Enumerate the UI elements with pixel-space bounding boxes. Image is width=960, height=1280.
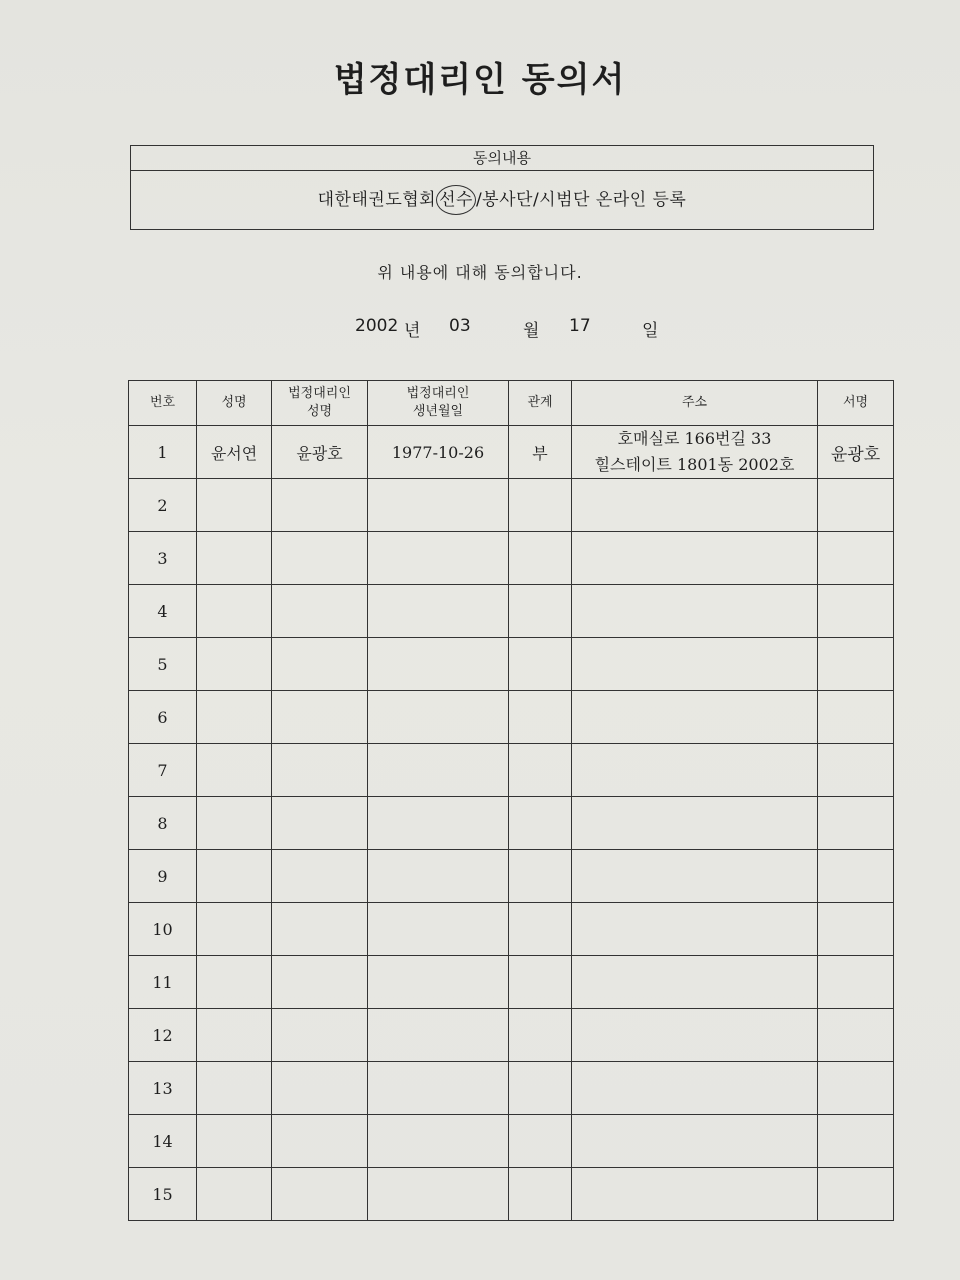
cell-guardian-birth (368, 850, 509, 903)
table-row (129, 797, 894, 850)
table-row (129, 744, 894, 797)
cell-address (572, 850, 818, 903)
cell-guardian-name (272, 903, 368, 956)
cell-address (572, 744, 818, 797)
cell-signature (818, 903, 894, 956)
date-year: 2002 (355, 316, 399, 336)
table-row (129, 426, 894, 479)
cell-relation (509, 903, 572, 956)
cell-address-line1: 호매실로 166번길 33 (617, 429, 772, 448)
cell-name (197, 1168, 272, 1221)
col-header-guardian-name (272, 381, 368, 426)
cell-guardian-birth (368, 903, 509, 956)
table-header-row (129, 381, 894, 426)
cell-signature (818, 1168, 894, 1221)
cell-name (197, 585, 272, 638)
cell-no: 14 (129, 1115, 197, 1168)
consent-header: 동의내용 (131, 146, 873, 171)
cell-no: 10 (129, 903, 197, 956)
cell-address (572, 691, 818, 744)
cell-signature (818, 1009, 894, 1062)
date-day-label: 일 (642, 321, 659, 341)
cell-relation (509, 532, 572, 585)
cell-name (197, 691, 272, 744)
cell-no: 11 (129, 956, 197, 1009)
cell-no: 1 (129, 426, 197, 479)
cell-no: 5 (129, 638, 197, 691)
cell-relation: 부 (509, 426, 572, 479)
cell-address (572, 479, 818, 532)
table-row (129, 638, 894, 691)
col-header-guardian-birth-line2: 생년월일 (412, 404, 464, 419)
cell-address (572, 956, 818, 1009)
cell-name (197, 797, 272, 850)
cell-relation (509, 1009, 572, 1062)
cell-name (197, 532, 272, 585)
cell-guardian-name (272, 479, 368, 532)
table-row (129, 1062, 894, 1115)
col-header-guardian-name-line1: 법정대리인 (288, 386, 351, 401)
cell-guardian-birth (368, 585, 509, 638)
cell-guardian-name (272, 956, 368, 1009)
cell-address (572, 1168, 818, 1221)
cell-address (572, 903, 818, 956)
cell-relation (509, 1168, 572, 1221)
cell-name (197, 744, 272, 797)
cell-signature (818, 691, 894, 744)
cell-address (572, 1009, 818, 1062)
cell-guardian-birth (368, 1115, 509, 1168)
cell-signature (818, 585, 894, 638)
cell-guardian-name (272, 691, 368, 744)
cell-address-line2: 힐스테이트 1801동 2002호 (594, 455, 795, 474)
cell-address (572, 532, 818, 585)
col-header-no: 번호 (129, 381, 197, 426)
cell-signature (818, 797, 894, 850)
cell-guardian-name: 윤광호 (272, 426, 368, 479)
col-header-guardian-name-line2: 성명 (306, 404, 333, 419)
cell-no: 9 (129, 850, 197, 903)
date-year-label: 년 (404, 321, 421, 341)
date-day: 17 (569, 316, 591, 336)
col-header-relation: 관계 (509, 381, 572, 426)
agreement-statement: 위 내용에 대해 동의합니다. (377, 263, 583, 282)
cell-no: 2 (129, 479, 197, 532)
cell-address (572, 426, 818, 479)
cell-signature (818, 744, 894, 797)
cell-signature (818, 638, 894, 691)
table-row (129, 585, 894, 638)
cell-guardian-name (272, 1115, 368, 1168)
cell-guardian-birth (368, 691, 509, 744)
cell-address (572, 1062, 818, 1115)
document-title: 법정대리인 동의서 (333, 60, 627, 100)
cell-no: 8 (129, 797, 197, 850)
date-month: 03 (449, 316, 471, 336)
cell-name (197, 903, 272, 956)
cell-name (197, 850, 272, 903)
consent-box (130, 145, 874, 230)
cell-relation (509, 850, 572, 903)
cell-guardian-name (272, 585, 368, 638)
cell-guardian-name (272, 850, 368, 903)
cell-guardian-birth (368, 1062, 509, 1115)
cell-guardian-name (272, 532, 368, 585)
cell-no: 6 (129, 691, 197, 744)
cell-relation (509, 479, 572, 532)
cell-address (572, 638, 818, 691)
cell-signature (818, 850, 894, 903)
table-row (129, 850, 894, 903)
cell-no: 15 (129, 1168, 197, 1221)
table-row (129, 532, 894, 585)
consent-text-before: 대한태권도협회 (317, 190, 437, 210)
consent-text-after: /봉사단/시범단 온라인 등록 (475, 190, 687, 210)
cell-signature (818, 426, 894, 479)
cell-name: 윤서연 (197, 426, 272, 479)
cell-no: 13 (129, 1062, 197, 1115)
col-header-name: 성명 (197, 381, 272, 426)
cell-relation (509, 744, 572, 797)
cell-relation (509, 797, 572, 850)
cell-no: 7 (129, 744, 197, 797)
cell-guardian-name (272, 1168, 368, 1221)
cell-relation (509, 956, 572, 1009)
cell-relation (509, 1062, 572, 1115)
table-row (129, 1168, 894, 1221)
cell-relation (509, 585, 572, 638)
table-row (129, 1009, 894, 1062)
cell-relation (509, 1115, 572, 1168)
table-row (129, 691, 894, 744)
col-header-guardian-birth-line1: 법정대리인 (406, 386, 470, 401)
cell-signature (818, 1115, 894, 1168)
cell-guardian-birth (368, 744, 509, 797)
guardian-table (128, 380, 894, 1221)
table-row (129, 903, 894, 956)
cell-name (197, 1115, 272, 1168)
cell-no: 3 (129, 532, 197, 585)
col-header-signature: 서명 (818, 381, 894, 426)
cell-guardian-birth (368, 479, 509, 532)
cell-name (197, 956, 272, 1009)
consent-content (131, 171, 873, 229)
cell-guardian-name (272, 1009, 368, 1062)
cell-address (572, 1115, 818, 1168)
cell-guardian-name (272, 744, 368, 797)
cell-guardian-birth (368, 532, 509, 585)
cell-signature (818, 956, 894, 1009)
cell-relation (509, 638, 572, 691)
cell-no: 12 (129, 1009, 197, 1062)
cell-relation (509, 691, 572, 744)
cell-name (197, 1009, 272, 1062)
cell-address (572, 585, 818, 638)
cell-guardian-birth (368, 638, 509, 691)
cell-guardian-birth: 1977-10-26 (368, 426, 509, 479)
cell-name (197, 1062, 272, 1115)
col-header-guardian-birth (368, 381, 509, 426)
cell-guardian-name (272, 797, 368, 850)
cell-guardian-name (272, 638, 368, 691)
cell-guardian-birth (368, 956, 509, 1009)
cell-guardian-birth (368, 1009, 509, 1062)
table-row (129, 956, 894, 1009)
cell-address (572, 797, 818, 850)
date-month-label: 월 (523, 321, 540, 341)
table-row (129, 1115, 894, 1168)
cell-signature (818, 532, 894, 585)
cell-guardian-name (272, 1062, 368, 1115)
signature-text: 윤광호 (830, 444, 881, 465)
cell-signature (818, 1062, 894, 1115)
cell-name (197, 479, 272, 532)
col-header-address: 주소 (572, 381, 818, 426)
table-row (129, 479, 894, 532)
cell-guardian-birth (368, 1168, 509, 1221)
cell-guardian-birth (368, 797, 509, 850)
cell-signature (818, 479, 894, 532)
consent-circled-option: 선수 (436, 185, 476, 215)
cell-no: 4 (129, 585, 197, 638)
cell-name (197, 638, 272, 691)
